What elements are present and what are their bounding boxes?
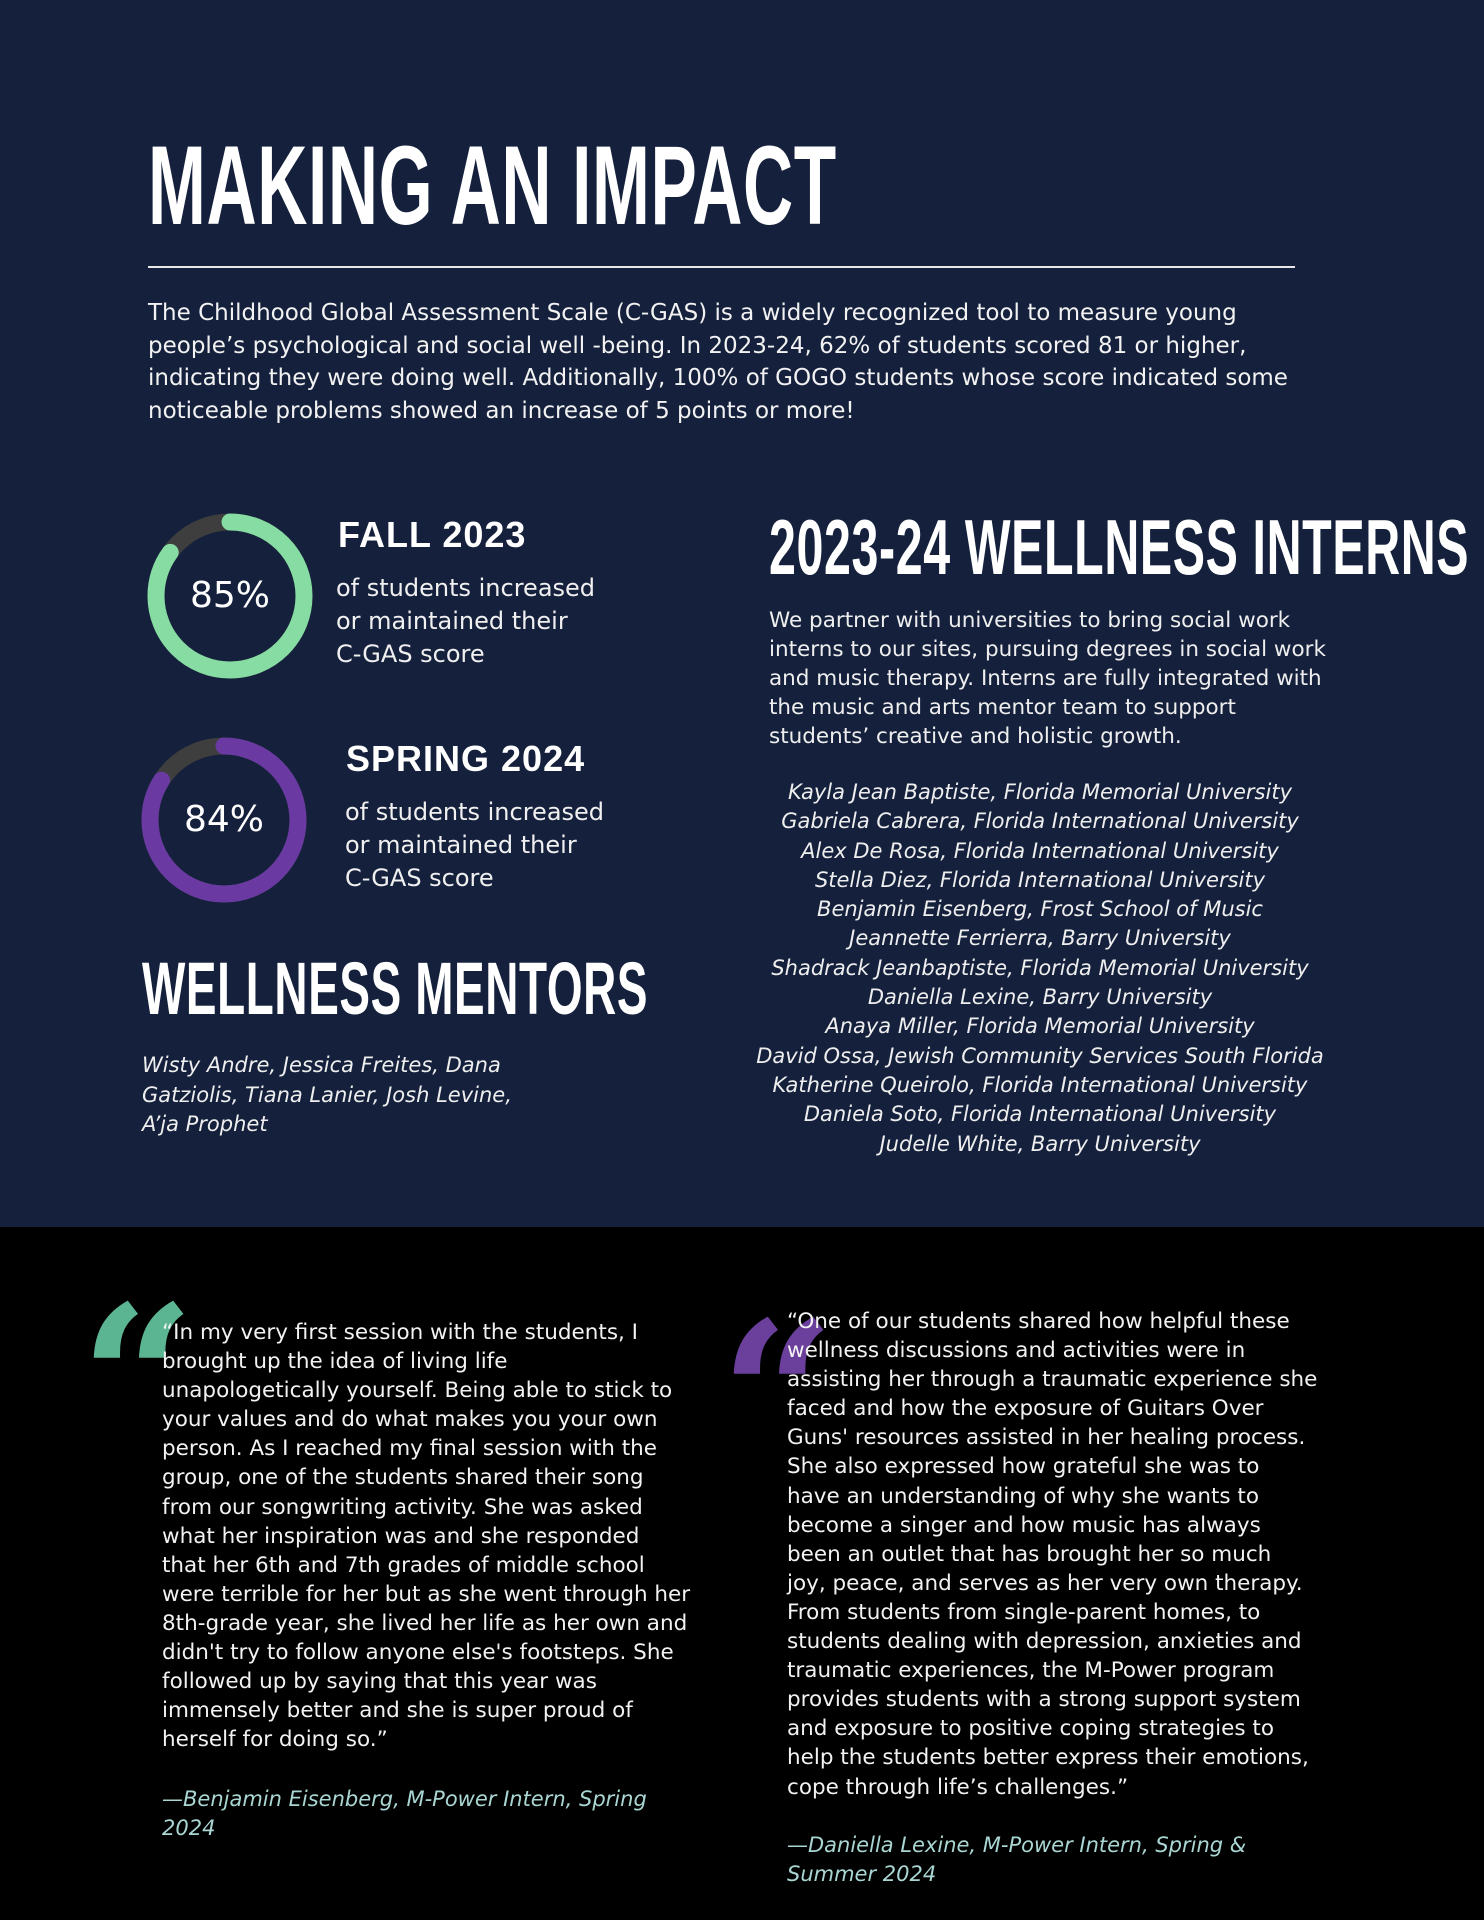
stat-line: or maintained their [336, 607, 568, 635]
intern-name: Katherine Queirolo, Florida International University [772, 1072, 1308, 1097]
quote-line: that her 6th and 7th grades of middle school [162, 1552, 645, 1578]
quote-line: become a singer and how music has always [787, 1512, 1261, 1538]
stat-line: or maintained their [345, 831, 577, 859]
quote-mark-icon: “ [720, 1278, 836, 1513]
testimonial-quote [787, 1307, 1317, 1802]
quote-line: followed up by saying that this year was [162, 1669, 597, 1695]
quote-line: what her inspiration was and she responded [162, 1523, 640, 1549]
quote-line: your values and do what makes you your own [162, 1407, 658, 1433]
intern-name: David Ossa, Jewish Community Services South Florida [756, 1043, 1324, 1068]
intern-name: Judelle White, Barry University [879, 1131, 1201, 1156]
quote-line: and exposure to positive coping strategies to [787, 1716, 1274, 1742]
quote-line: from our songwriting activity. She was asked [162, 1494, 643, 1520]
mentors-line: Wisty Andre, Jessica Freites, Dana [142, 1053, 501, 1077]
stat-line: C-GAS score [336, 640, 485, 668]
mentors-heading: WELLNESS MENTORS [142, 947, 649, 1030]
quote-line: been an outlet that has brought her so much [787, 1541, 1272, 1567]
quote-line: traumatic experiences, the M-Power program [787, 1658, 1275, 1684]
quote-line: herself for doing so.” [162, 1727, 388, 1753]
intern-name: Alex De Rosa, Florida International University [801, 838, 1279, 863]
interns-list [740, 778, 1340, 1159]
quote-line: From students from single-parent homes, to [787, 1599, 1261, 1625]
intern-name: Jeannette Ferrierra, Barry University [849, 926, 1231, 951]
quote-line: “In my very first session with the students, I [162, 1320, 639, 1345]
intern-name: Kayla Jean Baptiste, Florida Memorial University [787, 780, 1292, 804]
quote-line: 8th-grade year, she lived her life as her own and [162, 1610, 688, 1636]
quote-line: didn't try to follow anyone else's footsteps. She [162, 1640, 674, 1666]
quote-line: cope through life’s challenges.” [787, 1774, 1129, 1800]
title-divider [148, 266, 1295, 268]
quote-line: “One of our students shared how helpful these [787, 1309, 1290, 1334]
stat-line: of students increased [336, 574, 596, 602]
quote-line: provides students with a strong support system [787, 1687, 1301, 1713]
quote-line: wellness discussions and activities were in [787, 1338, 1246, 1364]
quote-line: have an understanding of why she wants to [787, 1483, 1260, 1509]
testimonial-attribution: —Daniella Lexine, M-Power Intern, Spring & Summer 2024 [787, 1833, 1247, 1886]
testimonial-attribution: —Benjamin Eisenberg, M-Power Intern, Spring 2024 [162, 1787, 647, 1840]
quote-line: She also expressed how grateful she was to [787, 1454, 1260, 1480]
donut-chart-spring-2024 [134, 730, 314, 910]
quote-line: brought up the idea of living life [162, 1349, 508, 1375]
quote-line: immensely better and she is super proud of [162, 1698, 633, 1724]
quote-line: were terrible for her but as she went through her [162, 1581, 691, 1607]
stat-description [345, 796, 604, 895]
quote-line: help the students better express their emotions, [787, 1745, 1309, 1771]
donut-chart-fall-2023 [140, 506, 320, 686]
quote-line: faced and how the exposure of Guitars Over [787, 1396, 1264, 1422]
testimonial-quote [162, 1318, 690, 1754]
page-title: MAKING AN IMPACT [148, 123, 837, 248]
quote-line: students dealing with depression, anxieties and [787, 1629, 1302, 1655]
interns-heading: 2023-24 WELLNESS INTERNS [769, 503, 1470, 591]
mentors-list [142, 1051, 522, 1140]
percent-label: 85% [189, 575, 270, 616]
intern-name: Anaya Miller, Florida Memorial University [825, 1014, 1255, 1039]
quote-line: group, one of the students shared their song [162, 1465, 644, 1491]
quote-line: Guns' resources assisted in her healing process. [787, 1425, 1306, 1451]
mentors-line: A’ja Prophet [142, 1112, 268, 1136]
stat-term-heading: SPRING 2024 [346, 738, 586, 779]
intern-name: Daniella Lexine, Barry University [867, 985, 1213, 1010]
interns-description: We partner with universities to bring social work interns to our sites, pursuing degrees in social work and music therapy. Interns are fully integrated with the music and arts mentor team to support students’ creative and holistic growth. [769, 608, 1326, 749]
quote-line: assisting her through a traumatic experience she [787, 1367, 1318, 1393]
quote-line: unapologetically yourself. Being able to stick to [162, 1378, 673, 1404]
intern-name: Gabriela Cabrera, Florida International University [781, 809, 1299, 834]
stat-line: C-GAS score [345, 864, 494, 892]
stat-description [336, 572, 595, 671]
stat-term-heading: FALL 2023 [338, 514, 527, 555]
intern-name: Shadrack Jeanbaptiste, Florida Memorial University [771, 955, 1309, 980]
intern-name: Daniela Soto, Florida International University [803, 1102, 1277, 1127]
intro-paragraph: The Childhood Global Assessment Scale (C-GAS) is a widely recognized tool to measure young people’s psychological and social well -being. In 2023-24, 62% of students scored 81 or higher, indicating they were doing well. Additionally, 100% of GOGO students whose score indicated some noticeable problems showed an increase of 5 points or more! [148, 300, 1288, 424]
mentors-line: Gatziolis, Tiana Lanier, Josh Levine, [142, 1082, 512, 1107]
intern-name: Stella Diez, Florida International University [814, 867, 1266, 892]
quote-line: person. As I reached my final session with the [162, 1436, 658, 1462]
stat-line: of students increased [345, 798, 605, 826]
intern-name: Benjamin Eisenberg, Frost School of Music [817, 897, 1263, 922]
percent-label: 84% [183, 799, 264, 840]
quote-line: joy, peace, and serves as her very own therapy. [787, 1570, 1303, 1596]
quote-mark-icon: “ [80, 1262, 196, 1497]
